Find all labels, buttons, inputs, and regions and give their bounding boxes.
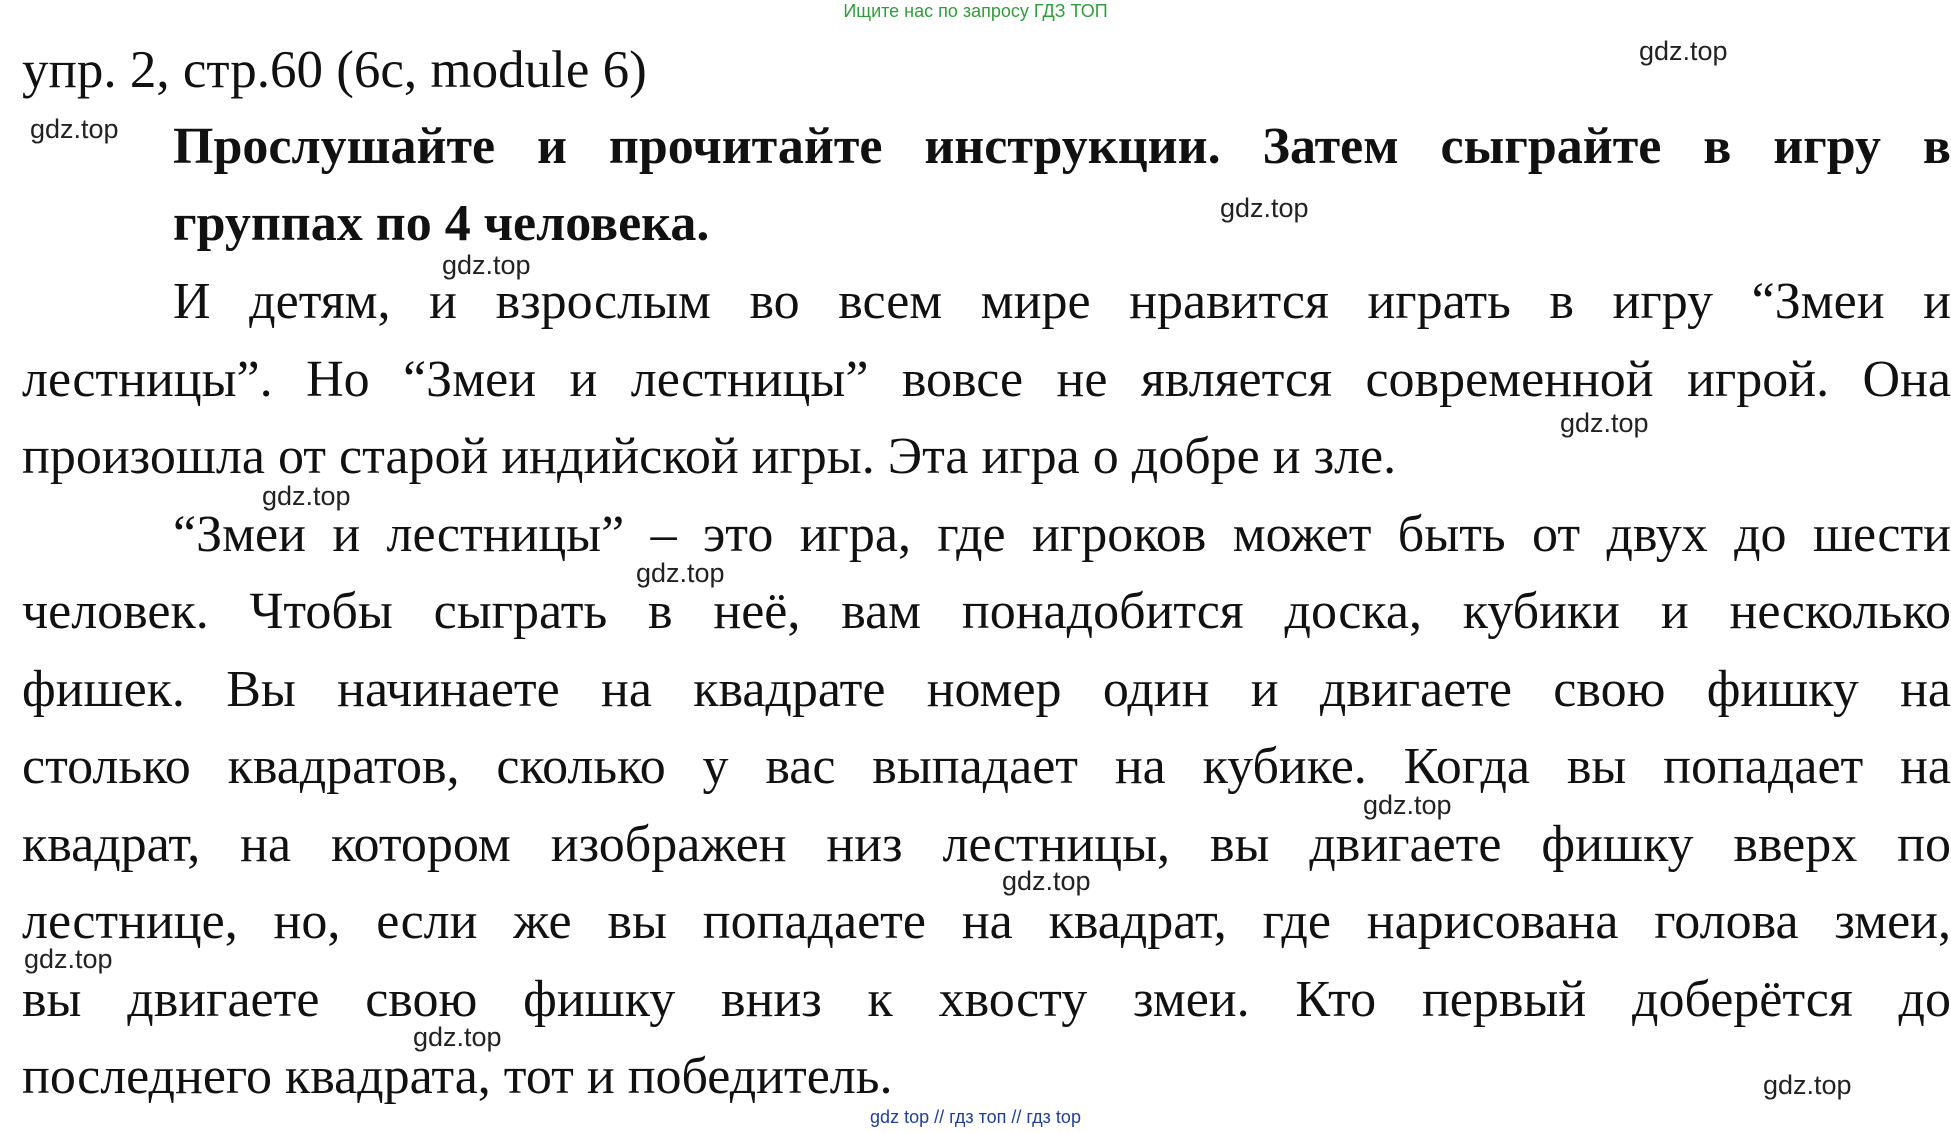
paragraph-1-line: И детям, и взрослым во всем мире нравится играть в игру “Змеи и — [173, 273, 1951, 330]
watermark: gdz.top — [24, 944, 113, 974]
paragraph-2-line: квадрат, на котором изображен низ лестницы, вы двигаете фишку вверх по — [22, 815, 1951, 873]
exercise-title: упр. 2, стр.60 (6с, module 6) — [22, 41, 647, 99]
watermark: gdz.top — [262, 481, 351, 511]
watermark: gdz.top — [1763, 1070, 1852, 1100]
watermark: gdz.top — [30, 114, 119, 144]
watermark: gdz.top — [1639, 36, 1728, 66]
paragraph-2-line: столько квадратов, сколько у вас выпадает на кубике. Когда вы попадает на — [22, 738, 1951, 795]
paragraph-2-line: лестнице, но, если же вы попадаете на квадрат, где нарисована голова змеи, — [22, 893, 1951, 950]
watermark: gdz.top — [1560, 408, 1649, 438]
paragraph-2-line: фишек. Вы начинаете на квадрате номер один и двигаете свою фишку на — [22, 660, 1951, 718]
footer-watermark: gdz top // гдз топ // гдз top — [870, 1107, 1081, 1127]
body-text — [22, 263, 1951, 1116]
paragraph-1-line: лестницы”. Но “Змеи и лестницы” вовсе не является современной игрой. Она — [22, 350, 1951, 408]
paragraph-2-line: вы двигаете свою фишку вниз к хвосту змеи. Кто первый доберётся до — [22, 970, 1951, 1028]
watermark: gdz.top — [413, 1022, 502, 1052]
watermark: gdz.top — [1363, 790, 1452, 820]
paragraph-1-line: произошла от старой индийской игры. Эта игра о добре и зле. — [22, 428, 1397, 485]
watermark: gdz.top — [636, 558, 725, 588]
watermark: gdz.top — [442, 250, 531, 280]
paragraph-2-line: “Змеи и лестницы” – это игра, где игроков может быть от двух до шести — [173, 505, 1951, 563]
watermark: gdz.top — [1002, 866, 1091, 896]
watermark: gdz.top — [1220, 193, 1309, 223]
instruction-line: группах по 4 человека. — [173, 195, 710, 252]
instruction — [173, 108, 1951, 262]
paragraph-2-line: последнего квадрата, тот и победитель. — [22, 1048, 893, 1105]
top-banner: Ищите нас по запросу ГДЗ ТОП — [843, 1, 1108, 21]
paragraph-2-line: человек. Чтобы сыграть в неё, вам понадобится доска, кубики и несколько — [22, 583, 1951, 640]
instruction-line: Прослушайте и прочитайте инструкции. Затем сыграйте в игру в — [173, 118, 1951, 175]
